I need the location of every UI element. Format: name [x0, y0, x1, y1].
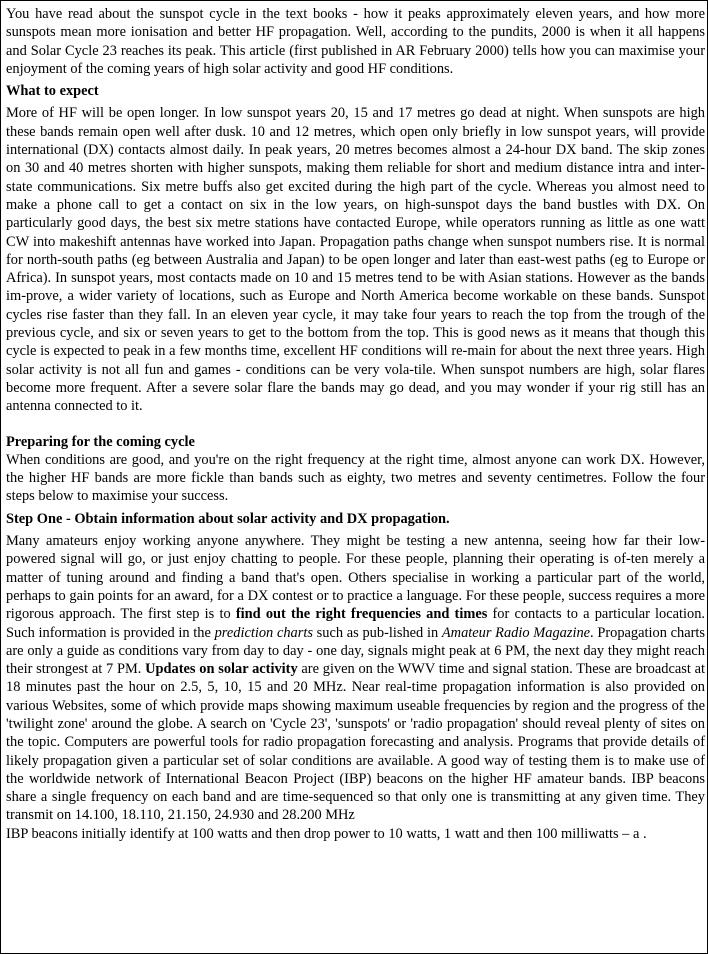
what-to-expect-paragraph: More of HF will be open longer. In low sunspot years 20, 15 and 17 metres go dead at night. When sunspots are high these bands remain open well after dusk. 10 and 12 metres, which open only briefly in low sunspot years, will provide international (DX) contacts almost daily. In peak years, 20 metres becomes almost a 24-hour DX band. The skip zones on 30 and 40 metres shorten with higher sunspots, making them reliable for short and medium distance intra and inter-state communications. Six metre buffs also get excited during the high part of the cycle. Whereas you almost need to make a phone call to get a contact on six in the low years, on high-sunspot days the band bustles with DX. On particularly good days, the best six metre stations have contacted Europe, while operators running as little as one watt CW into makeshift antennas have worked into Japan. Propagation paths change when sunspot numbers rise. It is normal for north-south paths (eg between Australia and Japan) to be open longer and later than east-west paths (eg to Europe or Africa). In sunspot years, most contacts made on 10 and 15 metres tend to be with Asian stations. However as the bands im-prove, a wider variety of locations, such as Europe and North America become workable on these bands. Sunspot cycles rise faster than they fall. In an eleven year cycle, it may take four years to reach the top from the trough of the previous cycle, and six or seven years to get to the bottom from the top. This is good news as it means that though this cycle is expected to peak in a few months time, excellent HF conditions will re-main for about the next three years. High solar activity is not all fun and games - conditions can be very vola-tile. When sunspot numbers are high, solar flares become more frequent. After a severe solar flare the bands may go dead, and you may wonder if your rig still has an antenna connected to it. — [6, 105, 705, 415]
step-one-paragraph — [6, 532, 705, 825]
bold-phrase: Updates on solar activity — [145, 661, 298, 678]
italic-phrase: Amateur Radio Magazine — [441, 624, 591, 641]
text-run: Many amateurs enjoy working anyone anywhere. They might be testing a new antenna, seeing how far their low-powered signal will go, or just enjoy chatting to people. For these people, planning their operating is of-ten merely a matter of tuning around and finding a band that's open. Others specialise in working a particular part of the world, perhaps to gain points for an award, for a DX contest or to practice a language. For these people, success requires a more rigorous approach. The first step is to — [6, 533, 705, 623]
text-run: for contacts to a particular location. Such information is provided in the — [6, 606, 706, 641]
italic-phrase: prediction charts — [214, 624, 313, 641]
bold-phrase: find out the right frequencies and times — [235, 606, 488, 623]
heading-what-to-expect: What to expect — [6, 83, 99, 100]
intro-paragraph: You have read about the sunspot cycle in the text books - how it peaks approximately eleven years, and how more sunspots mean more ionisation and better HF propagation. Well, according to the pundits, 2000 is when it all happens and Solar Cycle 23 reaches its peak. This article (first published in AR February 2000) tells how you can maximise your enjoyment of the coming years of high solar activity and good HF conditions. — [6, 6, 705, 77]
heading-preparing: Preparing for the coming cycle — [6, 433, 195, 450]
last-line: IBP beacons initially identify at 100 watts and then drop power to 10 watts, 1 watt and then 100 milliwatts – a . — [6, 825, 647, 842]
article-content — [6, 5, 705, 843]
text-run: such as pub-lished in — [312, 624, 442, 641]
spacer — [6, 416, 705, 433]
text-run: . Propagation charts are only a guide as conditions vary from day to day - one day, signals might peak at 6 PM, the next day they might reach their strongest at 7 PM. — [6, 624, 705, 678]
text-run: are given on the WWV time and signal station. These are broadcast at 18 minutes past the hour on 2.5, 5, 10, 15 and 20 MHz. Near real-time propagation information is also provided on various Websites, some of which provide maps showing maximum useable frequencies by region and the progress of the 'twilight zone' around the globe. A search on 'Cycle 23', 'sunspots' or 'radio propagation' should reveal plenty of sites on the topic. Computers are powerful tools for radio propagation forecasting and analysis. Programs that provide details of likely propagation given a particular set of solar conditions are available. A good way of testing them is to make use of the worldwide network of International Beacon Project (IBP) beacons on the higher HF amateur bands. IBP beacons share a single frequency on each band and are time-sequenced so that only one is transmitting at any given time. They transmit on 14.100, 18.110, 21.150, 24.930 and 28.200 MHz — [6, 661, 705, 824]
heading-step-one: Step One - Obtain information about solar activity and DX propagation. — [6, 510, 450, 527]
preparing-paragraph: When conditions are good, and you're on the right frequency at the right time, almost anyone can work DX. However, the higher HF bands are more fickle than bands such as eighty, two metres and seventy centimetres. Follow the four steps below to maximise your success. — [6, 451, 705, 505]
